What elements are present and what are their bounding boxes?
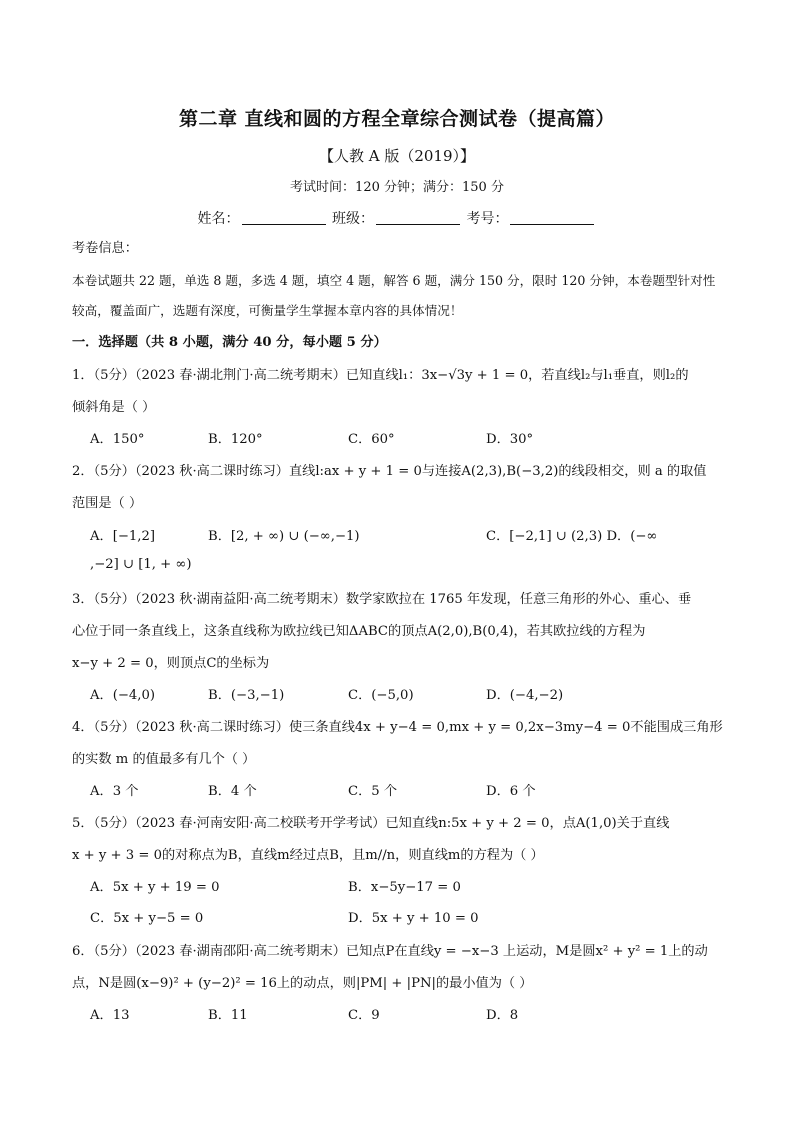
question-text: 的实数 m 的值最多有几个（ ） xyxy=(72,752,256,767)
info-line-2: 较高，覆盖面广，选题有深度，可衡量学生掌握本章内容的具体情况！ xyxy=(72,303,463,318)
option-c[interactable]: C．(−5,0) xyxy=(348,688,414,703)
option-a[interactable]: A．[−1,2] xyxy=(90,529,156,544)
question-3 xyxy=(72,584,724,680)
class-blank[interactable] xyxy=(376,210,460,225)
info-line-1: 本卷试题共 22 题，单选 8 题，多选 4 题，填空 4 题，解答 6 题，满分 150 分，限时 120 分钟，本卷题型针对性 xyxy=(72,273,716,288)
question-text: 心位于同一条直线上，这条直线称为欧拉线已知ΔABC的顶点A(2,0),B(0,4)，若其欧拉线的方程为 xyxy=(72,624,646,639)
question-text: 2．（5分）（2023 秋·高二课时练习）直线l:ax + y + 1 = 0与连接A(2,3),B(−3,2)的线段相交，则 a 的取值 xyxy=(72,464,707,479)
option-d[interactable]: D．5x + y + 10 = 0 xyxy=(348,911,479,926)
option-c[interactable]: C．60° xyxy=(348,432,395,447)
option-a[interactable]: A．(−4,0) xyxy=(90,688,156,703)
student-fields xyxy=(0,208,794,228)
question-5-options-row-2 xyxy=(90,907,730,933)
option-b[interactable]: B．x−5y−17 = 0 xyxy=(348,880,461,895)
option-d[interactable]: D．8 xyxy=(486,1008,519,1023)
question-6-options xyxy=(90,1004,730,1030)
option-b[interactable]: B．[2, + ∞) ∪ (−∞,−1) xyxy=(208,529,360,544)
section-heading: 一．选择题（共 8 小题，满分 40 分，每小题 5 分） xyxy=(72,335,387,350)
question-text: x + y + 3 = 0的对称点为B，直线m经过点B，且m//n，则直线m的方程为（ ） xyxy=(72,848,544,863)
option-c[interactable]: C．5x + y−5 = 0 xyxy=(90,911,204,926)
question-2-options xyxy=(90,525,730,551)
name-label: 姓名： xyxy=(197,211,240,227)
question-5 xyxy=(72,808,724,872)
option-d[interactable]: D．(−4,−2) xyxy=(486,688,564,703)
option-b[interactable]: B．11 xyxy=(208,1008,248,1023)
name-blank[interactable] xyxy=(242,210,326,225)
question-6 xyxy=(72,936,724,1000)
option-a[interactable]: A．3 个 xyxy=(90,784,139,799)
id-blank[interactable] xyxy=(510,210,594,225)
question-text: 5．（5分）（2023 春·河南安阳·高二校联考开学考试）已知直线n:5x + y + 2 = 0，点A(1,0)关于直线 xyxy=(72,816,670,831)
info-heading: 考卷信息： xyxy=(72,241,138,256)
edition-label: 【人教 A 版（2019）】 xyxy=(318,147,476,165)
option-c-d[interactable]: C．[−2,1] ∪ (2,3) D．(−∞ xyxy=(486,529,658,544)
option-d-continued: ,−2] ∪ [1, + ∞) xyxy=(90,557,192,572)
question-4-options xyxy=(90,780,730,806)
id-label: 考号： xyxy=(466,211,509,227)
question-1-options xyxy=(90,428,730,454)
question-1 xyxy=(72,360,724,424)
option-d[interactable]: D．6 个 xyxy=(486,784,536,799)
option-c[interactable]: C．9 xyxy=(348,1008,380,1023)
question-3-options xyxy=(90,684,730,710)
option-b[interactable]: B．120° xyxy=(208,432,263,447)
option-d[interactable]: D．30° xyxy=(486,432,534,447)
option-a[interactable]: A．5x + y + 19 = 0 xyxy=(90,880,220,895)
question-text: 3．（5分）（2023 秋·湖南益阳·高二统考期末）数学家欧拉在 1765 年发现，任意三角形的外心、重心、垂 xyxy=(72,592,692,607)
question-5-options-row-1 xyxy=(90,876,730,902)
class-label: 班级： xyxy=(332,211,374,227)
option-c[interactable]: C．5 个 xyxy=(348,784,398,799)
question-text: 倾斜角是（ ） xyxy=(72,400,156,415)
question-text: x−y + 2 = 0，则顶点C的坐标为 xyxy=(72,656,270,671)
option-b[interactable]: B．4 个 xyxy=(208,784,257,799)
question-2-options-continued xyxy=(90,557,730,583)
exam-time-info: 考试时间：120 分钟；满分：150 分 xyxy=(290,180,504,195)
question-text: 4．（5分）（2023 秋·高二课时练习）使三条直线4x + y−4 = 0,mx + y = 0,2x−3my−4 = 0不能围成三角形 xyxy=(72,720,723,735)
question-text: 点，N是圆(x−9)² + (y−2)² = 16上的动点，则|PM| + |PN|的最小值为（ ） xyxy=(72,976,533,991)
question-4 xyxy=(72,712,724,776)
question-text: 1．（5分）（2023 春·湖北荆门·高二统考期末）已知直线l₁：3x−√3y + 1 = 0，若直线l₂与l₁垂直，则l₂的 xyxy=(72,368,689,383)
question-text: 6．（5分）（2023 春·湖南邵阳·高二统考期末）已知点P在直线y = −x−3 上运动，M是圆x² + y² = 1上的动 xyxy=(72,944,708,959)
option-a[interactable]: A．13 xyxy=(90,1008,130,1023)
option-a[interactable]: A．150° xyxy=(90,432,145,447)
option-b[interactable]: B．(−3,−1) xyxy=(208,688,285,703)
question-text: 范围是（ ） xyxy=(72,496,143,511)
question-2 xyxy=(72,456,724,520)
page-title: 第二章 直线和圆的方程全章综合测试卷（提高篇） xyxy=(178,108,616,130)
